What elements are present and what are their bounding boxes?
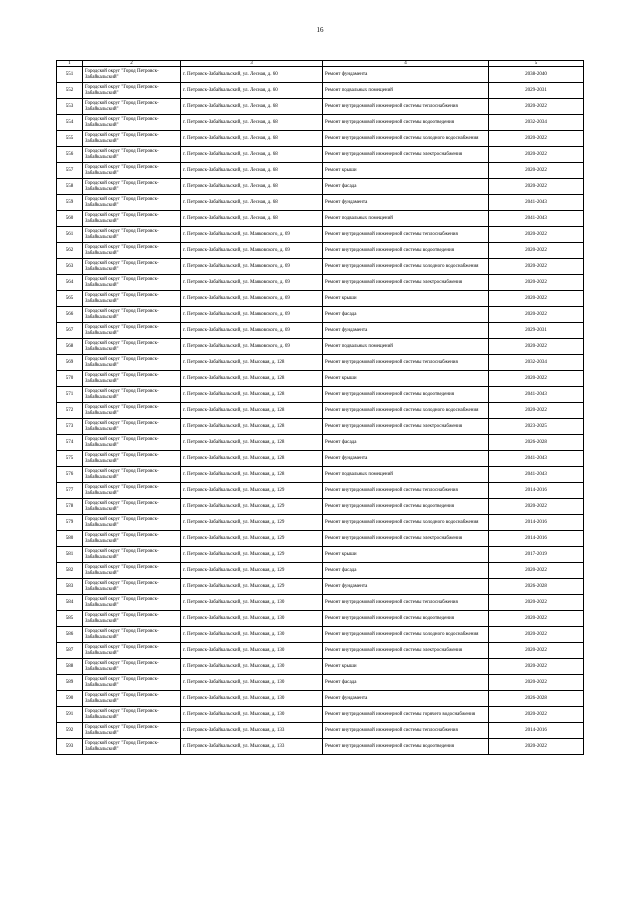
table-row: [57, 483, 584, 499]
row-number-cell: 581: [57, 547, 83, 563]
address-cell: г. Петровск-Забайкальский, ул. Маяковского, д. 69: [181, 339, 323, 355]
period-cell: 2041-2043: [489, 467, 584, 483]
table-row: [57, 595, 584, 611]
municipality-cell: Городской округ "Город Петровск-Забайкальский": [83, 499, 181, 515]
row-number-cell: 565: [57, 291, 83, 307]
address-cell: г. Петровск-Забайкальский, ул. Маяковского, д. 69: [181, 291, 323, 307]
address-cell: г. Петровск-Забайкальский, ул. Лесная, д. 68: [181, 115, 323, 131]
address-cell: г. Петровск-Забайкальский, ул. Мысовая, д. 128: [181, 467, 323, 483]
row-number-cell: 559: [57, 195, 83, 211]
table-row: [57, 451, 584, 467]
address-cell: г. Петровск-Забайкальский, ул. Мысовая, д. 129: [181, 547, 323, 563]
table-row: [57, 403, 584, 419]
work-type-cell: Ремонт внутридомовой инженерной системы теплоснабжения: [323, 723, 489, 739]
municipality-cell: Городской округ "Город Петровск-Забайкальский": [83, 227, 181, 243]
table-row: [57, 435, 584, 451]
table-row: [57, 307, 584, 323]
municipality-cell: Городской округ "Город Петровск-Забайкальский": [83, 179, 181, 195]
work-type-cell: Ремонт фасада: [323, 563, 489, 579]
municipality-cell: Городской округ "Город Петровск-Забайкальский": [83, 259, 181, 275]
period-cell: 2020-2022: [489, 131, 584, 147]
period-cell: 2038-2040: [489, 67, 584, 83]
period-cell: 2032-2034: [489, 355, 584, 371]
address-cell: г. Петровск-Забайкальский, ул. Маяковского, д. 69: [181, 259, 323, 275]
municipality-cell: Городской округ "Город Петровск-Забайкальский": [83, 67, 181, 83]
address-cell: г. Петровск-Забайкальский, ул. Мысовая, д. 129: [181, 499, 323, 515]
work-type-cell: Ремонт крыши: [323, 163, 489, 179]
table-row: [57, 291, 584, 307]
address-cell: г. Петровск-Забайкальский, ул. Мысовая, д. 128: [181, 355, 323, 371]
row-number-cell: 582: [57, 563, 83, 579]
work-type-cell: Ремонт внутридомовой инженерной системы теплоснабжения: [323, 227, 489, 243]
municipality-cell: Городской округ "Город Петровск-Забайкальский": [83, 515, 181, 531]
address-cell: г. Петровск-Забайкальский, ул. Мысовая, д. 128: [181, 403, 323, 419]
period-cell: 2026-2028: [489, 579, 584, 595]
address-cell: г. Петровск-Забайкальский, ул. Лесная, д. 68: [181, 131, 323, 147]
municipality-cell: Городской округ "Город Петровск-Забайкальский": [83, 419, 181, 435]
municipality-cell: Городской округ "Город Петровск-Забайкальский": [83, 675, 181, 691]
work-type-cell: Ремонт крыши: [323, 659, 489, 675]
work-type-cell: Ремонт внутридомовой инженерной системы холодного водоснабжения: [323, 515, 489, 531]
work-type-cell: Ремонт фасада: [323, 675, 489, 691]
table-row: [57, 579, 584, 595]
work-type-cell: Ремонт фундамента: [323, 195, 489, 211]
table-row: [57, 99, 584, 115]
period-cell: 2020-2022: [489, 595, 584, 611]
municipality-cell: Городской округ "Город Петровск-Забайкальский": [83, 563, 181, 579]
period-cell: 2014-2016: [489, 723, 584, 739]
address-cell: г. Петровск-Забайкальский, ул. Мысовая, д. 130: [181, 675, 323, 691]
page-number: 16: [316, 26, 324, 34]
row-number-cell: 564: [57, 275, 83, 291]
table-row: [57, 659, 584, 675]
period-cell: 2020-2022: [489, 371, 584, 387]
work-type-cell: Ремонт фундамента: [323, 691, 489, 707]
period-cell: 2029-2031: [489, 83, 584, 99]
table-row: [57, 627, 584, 643]
table-row: [57, 339, 584, 355]
municipality-cell: Городской округ "Город Петровск-Забайкальский": [83, 659, 181, 675]
row-number-cell: 568: [57, 339, 83, 355]
municipality-cell: Городской округ "Город Петровск-Забайкальский": [83, 115, 181, 131]
work-type-cell: Ремонт внутридомовой инженерной системы электроснабжения: [323, 419, 489, 435]
row-number-cell: 591: [57, 707, 83, 723]
row-number-cell: 584: [57, 595, 83, 611]
table-row: [57, 387, 584, 403]
work-type-cell: Ремонт внутридомовой инженерной системы теплоснабжения: [323, 99, 489, 115]
table-row: [57, 67, 584, 83]
period-cell: 2032-2034: [489, 115, 584, 131]
work-type-cell: Ремонт фундамента: [323, 67, 489, 83]
row-number-cell: 562: [57, 243, 83, 259]
period-cell: 2020-2022: [489, 163, 584, 179]
municipality-cell: Городской округ "Город Петровск-Забайкальский": [83, 403, 181, 419]
table-row: [57, 531, 584, 547]
address-cell: г. Петровск-Забайкальский, ул. Мысовая, д. 133: [181, 723, 323, 739]
column-header: 1: [57, 61, 83, 67]
municipality-cell: Городской округ "Город Петровск-Забайкальский": [83, 99, 181, 115]
period-cell: 2020-2022: [489, 403, 584, 419]
work-type-cell: Ремонт внутридомовой инженерной системы холодного водоснабжения: [323, 403, 489, 419]
address-cell: г. Петровск-Забайкальский, ул. Маяковского, д. 69: [181, 227, 323, 243]
period-cell: 2026-2028: [489, 691, 584, 707]
table-row: [57, 195, 584, 211]
municipality-cell: Городской округ "Город Петровск-Забайкальский": [83, 371, 181, 387]
municipality-cell: Городской округ "Город Петровск-Забайкальский": [83, 275, 181, 291]
table-row: [57, 643, 584, 659]
row-number-cell: 590: [57, 691, 83, 707]
table-row: [57, 259, 584, 275]
address-cell: г. Петровск-Забайкальский, ул. Лесная, д. 68: [181, 179, 323, 195]
work-type-cell: Ремонт внутридомовой инженерной системы электроснабжения: [323, 643, 489, 659]
municipality-cell: Городской округ "Город Петровск-Забайкальский": [83, 243, 181, 259]
period-cell: 2020-2022: [489, 563, 584, 579]
table-row: [57, 323, 584, 339]
period-cell: 2020-2022: [489, 99, 584, 115]
municipality-cell: Городской округ "Город Петровск-Забайкальский": [83, 611, 181, 627]
municipality-cell: Городской округ "Город Петровск-Забайкальский": [83, 83, 181, 99]
row-number-cell: 569: [57, 355, 83, 371]
address-cell: г. Петровск-Забайкальский, ул. Мысовая, д. 128: [181, 371, 323, 387]
work-type-cell: Ремонт внутридомовой инженерной системы электроснабжения: [323, 275, 489, 291]
table-row: [57, 547, 584, 563]
period-cell: 2020-2022: [489, 739, 584, 755]
address-cell: г. Петровск-Забайкальский, ул. Мысовая, д. 128: [181, 419, 323, 435]
period-cell: 2041-2043: [489, 211, 584, 227]
table-row: [57, 739, 584, 755]
row-number-cell: 556: [57, 147, 83, 163]
work-type-cell: Ремонт внутридомовой инженерной системы горячего водоснабжения: [323, 707, 489, 723]
table-body: [57, 67, 584, 755]
work-type-cell: Ремонт подвальных помещений: [323, 211, 489, 227]
period-cell: 2014-2016: [489, 515, 584, 531]
row-number-cell: 573: [57, 419, 83, 435]
table-row: [57, 115, 584, 131]
table-row: [57, 675, 584, 691]
row-number-cell: 576: [57, 467, 83, 483]
address-cell: г. Петровск-Забайкальский, ул. Мысовая, д. 130: [181, 643, 323, 659]
work-type-cell: Ремонт подвальных помещений: [323, 467, 489, 483]
period-cell: 2020-2022: [489, 243, 584, 259]
address-cell: г. Петровск-Забайкальский, ул. Лесная, д. 60: [181, 83, 323, 99]
table-row: [57, 275, 584, 291]
period-cell: 2020-2022: [489, 259, 584, 275]
row-number-cell: 593: [57, 739, 83, 755]
address-cell: г. Петровск-Забайкальский, ул. Мысовая, д. 128: [181, 435, 323, 451]
work-type-cell: Ремонт внутридомовой инженерной системы электроснабжения: [323, 531, 489, 547]
work-type-cell: Ремонт внутридомовой инженерной системы теплоснабжения: [323, 355, 489, 371]
period-cell: 2020-2022: [489, 339, 584, 355]
municipality-cell: Городской округ "Город Петровск-Забайкальский": [83, 195, 181, 211]
address-cell: г. Петровск-Забайкальский, ул. Мысовая, д. 130: [181, 659, 323, 675]
period-cell: 2020-2022: [489, 611, 584, 627]
municipality-cell: Городской округ "Город Петровск-Забайкальский": [83, 579, 181, 595]
row-number-cell: 585: [57, 611, 83, 627]
table-row: [57, 467, 584, 483]
municipality-cell: Городской округ "Город Петровск-Забайкальский": [83, 355, 181, 371]
work-type-cell: Ремонт внутридомовой инженерной системы теплоснабжения: [323, 595, 489, 611]
row-number-cell: 558: [57, 179, 83, 195]
period-cell: 2020-2022: [489, 659, 584, 675]
row-number-cell: 553: [57, 99, 83, 115]
row-number-cell: 551: [57, 67, 83, 83]
work-type-cell: Ремонт внутридомовой инженерной системы водоотведения: [323, 115, 489, 131]
address-cell: г. Петровск-Забайкальский, ул. Мысовая, д. 129: [181, 483, 323, 499]
row-number-cell: 578: [57, 499, 83, 515]
municipality-cell: Городской округ "Город Петровск-Забайкальский": [83, 451, 181, 467]
address-cell: г. Петровск-Забайкальский, ул. Мысовая, д. 130: [181, 611, 323, 627]
table-row: [57, 419, 584, 435]
period-cell: 2041-2043: [489, 195, 584, 211]
table-row: [57, 691, 584, 707]
period-cell: 2020-2022: [489, 291, 584, 307]
work-type-cell: Ремонт подвальных помещений: [323, 83, 489, 99]
table-row: [57, 243, 584, 259]
period-cell: 2041-2043: [489, 451, 584, 467]
work-type-cell: Ремонт фасада: [323, 435, 489, 451]
period-cell: 2017-2019: [489, 547, 584, 563]
work-type-cell: Ремонт внутридомовой инженерной системы водоотведения: [323, 499, 489, 515]
work-type-cell: Ремонт внутридомовой инженерной системы водоотведения: [323, 611, 489, 627]
row-number-cell: 566: [57, 307, 83, 323]
address-cell: г. Петровск-Забайкальский, ул. Маяковского, д. 69: [181, 307, 323, 323]
row-number-cell: 554: [57, 115, 83, 131]
table-row: [57, 371, 584, 387]
municipality-cell: Городской округ "Город Петровск-Забайкальский": [83, 691, 181, 707]
row-number-cell: 555: [57, 131, 83, 147]
table-row: [57, 611, 584, 627]
column-header: 4: [323, 61, 489, 67]
municipality-cell: Городской округ "Город Петровск-Забайкальский": [83, 707, 181, 723]
municipality-cell: Городской округ "Город Петровск-Забайкальский": [83, 147, 181, 163]
work-type-cell: Ремонт крыши: [323, 371, 489, 387]
period-cell: 2014-2016: [489, 531, 584, 547]
municipality-cell: Городской округ "Город Петровск-Забайкальский": [83, 131, 181, 147]
table-row: [57, 355, 584, 371]
period-cell: 2020-2022: [489, 627, 584, 643]
address-cell: г. Петровск-Забайкальский, ул. Лесная, д. 68: [181, 147, 323, 163]
period-cell: 2020-2022: [489, 147, 584, 163]
work-type-cell: Ремонт внутридомовой инженерной системы теплоснабжения: [323, 483, 489, 499]
row-number-cell: 579: [57, 515, 83, 531]
municipality-cell: Городской округ "Город Петровск-Забайкальский": [83, 435, 181, 451]
row-number-cell: 552: [57, 83, 83, 99]
work-type-cell: Ремонт крыши: [323, 547, 489, 563]
work-type-cell: Ремонт внутридомовой инженерной системы водоотведения: [323, 243, 489, 259]
table-row: [57, 723, 584, 739]
row-number-cell: 561: [57, 227, 83, 243]
address-cell: г. Петровск-Забайкальский, ул. Маяковского, д. 69: [181, 243, 323, 259]
row-number-cell: 570: [57, 371, 83, 387]
table-row: [57, 147, 584, 163]
column-header: 3: [181, 61, 323, 67]
row-number-cell: 572: [57, 403, 83, 419]
work-type-cell: Ремонт внутридомовой инженерной системы водоотведения: [323, 387, 489, 403]
address-cell: г. Петровск-Забайкальский, ул. Мысовая, д. 130: [181, 595, 323, 611]
work-type-cell: Ремонт внутридомовой инженерной системы электроснабжения: [323, 147, 489, 163]
row-number-cell: 587: [57, 643, 83, 659]
address-cell: г. Петровск-Забайкальский, ул. Лесная, д. 68: [181, 195, 323, 211]
period-cell: 2020-2022: [489, 227, 584, 243]
work-type-cell: Ремонт внутридомовой инженерной системы холодного водоснабжения: [323, 131, 489, 147]
row-number-cell: 577: [57, 483, 83, 499]
table-row: [57, 83, 584, 99]
address-cell: г. Петровск-Забайкальский, ул. Маяковского, д. 69: [181, 323, 323, 339]
work-type-cell: Ремонт фундамента: [323, 451, 489, 467]
period-cell: 2020-2022: [489, 307, 584, 323]
period-cell: 2026-2028: [489, 435, 584, 451]
address-cell: г. Петровск-Забайкальский, ул. Мысовая, д. 129: [181, 563, 323, 579]
work-type-cell: Ремонт крыши: [323, 291, 489, 307]
column-header: 5: [489, 61, 584, 67]
municipality-cell: Городской округ "Город Петровск-Забайкальский": [83, 643, 181, 659]
municipality-cell: Городской округ "Город Петровск-Забайкальский": [83, 339, 181, 355]
row-number-cell: 589: [57, 675, 83, 691]
address-cell: г. Петровск-Забайкальский, ул. Мысовая, д. 130: [181, 707, 323, 723]
table-row: [57, 499, 584, 515]
work-type-cell: Ремонт внутридомовой инженерной системы холодного водоснабжения: [323, 627, 489, 643]
period-cell: 2041-2043: [489, 387, 584, 403]
work-type-cell: Ремонт фундамента: [323, 579, 489, 595]
row-number-cell: 592: [57, 723, 83, 739]
row-number-cell: 575: [57, 451, 83, 467]
address-cell: г. Петровск-Забайкальский, ул. Мысовая, д. 133: [181, 739, 323, 755]
municipality-cell: Городской округ "Город Петровск-Забайкальский": [83, 211, 181, 227]
address-cell: г. Петровск-Забайкальский, ул. Лесная, д. 68: [181, 99, 323, 115]
address-cell: г. Петровск-Забайкальский, ул. Маяковского, д. 69: [181, 275, 323, 291]
work-type-cell: Ремонт внутридомовой инженерной системы водоотведения: [323, 739, 489, 755]
table-row: [57, 211, 584, 227]
municipality-cell: Городской округ "Город Петровск-Забайкальский": [83, 387, 181, 403]
row-number-cell: 567: [57, 323, 83, 339]
table-row: [57, 707, 584, 723]
municipality-cell: Городской округ "Город Петровск-Забайкальский": [83, 291, 181, 307]
address-cell: г. Петровск-Забайкальский, ул. Лесная, д. 60: [181, 67, 323, 83]
address-cell: г. Петровск-Забайкальский, ул. Мысовая, д. 129: [181, 515, 323, 531]
municipality-cell: Городской округ "Город Петровск-Забайкальский": [83, 595, 181, 611]
row-number-cell: 583: [57, 579, 83, 595]
municipality-cell: Городской округ "Город Петровск-Забайкальский": [83, 723, 181, 739]
table-row: [57, 227, 584, 243]
address-cell: г. Петровск-Забайкальский, ул. Мысовая, д. 129: [181, 531, 323, 547]
period-cell: 2020-2022: [489, 499, 584, 515]
work-type-cell: Ремонт фундамента: [323, 323, 489, 339]
address-cell: г. Петровск-Забайкальский, ул. Мысовая, д. 130: [181, 627, 323, 643]
municipality-cell: Городской округ "Город Петровск-Забайкальский": [83, 483, 181, 499]
municipality-cell: Городской округ "Город Петровск-Забайкальский": [83, 739, 181, 755]
row-number-cell: 586: [57, 627, 83, 643]
period-cell: 2023-2025: [489, 419, 584, 435]
municipality-cell: Городской округ "Город Петровск-Забайкальский": [83, 323, 181, 339]
municipality-cell: Городской округ "Город Петровск-Забайкальский": [83, 163, 181, 179]
row-number-cell: 574: [57, 435, 83, 451]
address-cell: г. Петровск-Забайкальский, ул. Мысовая, д. 128: [181, 387, 323, 403]
period-cell: 2020-2022: [489, 643, 584, 659]
work-type-cell: Ремонт фасада: [323, 307, 489, 323]
work-type-cell: Ремонт внутридомовой инженерной системы холодного водоснабжения: [323, 259, 489, 275]
row-number-cell: 588: [57, 659, 83, 675]
period-cell: 2020-2022: [489, 179, 584, 195]
row-number-cell: 571: [57, 387, 83, 403]
address-cell: г. Петровск-Забайкальский, ул. Мысовая, д. 128: [181, 451, 323, 467]
work-type-cell: Ремонт подвальных помещений: [323, 339, 489, 355]
table-row: [57, 163, 584, 179]
municipality-cell: Городской округ "Город Петровск-Забайкальский": [83, 627, 181, 643]
table-row: [57, 515, 584, 531]
table-row: [57, 131, 584, 147]
period-cell: 2029-2031: [489, 323, 584, 339]
row-number-cell: 563: [57, 259, 83, 275]
repair-schedule-table: [56, 60, 584, 755]
table-row: [57, 563, 584, 579]
municipality-cell: Городской округ "Город Петровск-Забайкальский": [83, 531, 181, 547]
row-number-cell: 560: [57, 211, 83, 227]
period-cell: 2020-2022: [489, 675, 584, 691]
period-cell: 2020-2022: [489, 275, 584, 291]
municipality-cell: Городской округ "Город Петровск-Забайкальский": [83, 467, 181, 483]
address-cell: г. Петровск-Забайкальский, ул. Лесная, д. 68: [181, 211, 323, 227]
address-cell: г. Петровск-Забайкальский, ул. Лесная, д. 68: [181, 163, 323, 179]
address-cell: г. Петровск-Забайкальский, ул. Мысовая, д. 129: [181, 579, 323, 595]
work-type-cell: Ремонт фасада: [323, 179, 489, 195]
row-number-cell: 580: [57, 531, 83, 547]
municipality-cell: Городской округ "Город Петровск-Забайкальский": [83, 307, 181, 323]
address-cell: г. Петровск-Забайкальский, ул. Мысовая, д. 130: [181, 691, 323, 707]
table-row: [57, 179, 584, 195]
period-cell: 2020-2022: [489, 707, 584, 723]
municipality-cell: Городской округ "Город Петровск-Забайкальский": [83, 547, 181, 563]
period-cell: 2014-2016: [489, 483, 584, 499]
column-header: 2: [83, 61, 181, 67]
row-number-cell: 557: [57, 163, 83, 179]
